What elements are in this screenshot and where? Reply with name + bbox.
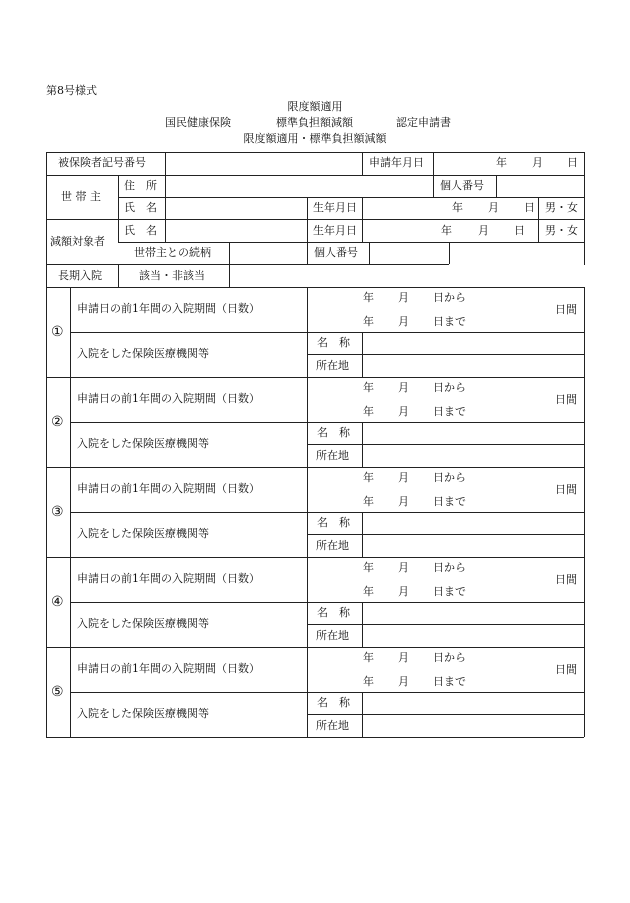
institution-label: 入院をした保険医療機関等 [77, 437, 209, 450]
target-name-label: 氏 名 [124, 224, 157, 237]
to-year: 年 [363, 405, 374, 418]
block-number: ④ [51, 594, 64, 610]
from-year: 年 [363, 291, 374, 304]
long-term-label: 長期入院 [58, 269, 102, 282]
days-label: 日間 [555, 663, 577, 676]
block-number: ① [51, 324, 64, 340]
days-label: 日間 [555, 573, 577, 586]
institution-label: 入院をした保険医療機関等 [77, 707, 209, 720]
to-month: 月 [398, 495, 409, 508]
stay-period-label: 申請日の前1年間の入院期間（日数） [77, 392, 260, 405]
target-birth-label: 生年月日 [313, 224, 357, 237]
institution-location-label: 所在地 [316, 629, 349, 642]
title-line-1: 限度額適用 [287, 100, 343, 113]
block-number: ③ [51, 504, 64, 520]
to-day: 日まで [433, 495, 466, 508]
to-day: 日まで [433, 585, 466, 598]
from-month: 月 [398, 561, 409, 574]
target-personal-number-label: 個人番号 [314, 246, 358, 259]
to-month: 月 [398, 585, 409, 598]
to-year: 年 [363, 495, 374, 508]
title-line-2c: 認定申請書 [396, 116, 451, 129]
institution-location-label: 所在地 [316, 539, 349, 552]
title-line-2a: 国民健康保険 [165, 116, 231, 129]
reduction-target-label: 減額対象者 [50, 235, 105, 248]
institution-location-label: 所在地 [316, 719, 349, 732]
sex-options: 男・女 [545, 201, 578, 214]
birth-label: 生年月日 [313, 201, 357, 214]
from-month: 月 [398, 651, 409, 664]
institution-name-label: 名 称 [317, 696, 350, 709]
from-month: 月 [398, 291, 409, 304]
days-label: 日間 [555, 303, 577, 316]
institution-name-label: 名 称 [317, 336, 350, 349]
from-day: 日から [433, 381, 466, 394]
to-day: 日まで [433, 675, 466, 688]
from-day: 日から [433, 471, 466, 484]
institution-name-label: 名 称 [317, 516, 350, 529]
from-month: 月 [398, 381, 409, 394]
from-day: 日から [433, 291, 466, 304]
from-year: 年 [363, 561, 374, 574]
to-day: 日まで [433, 405, 466, 418]
applicable-options: 該当・非該当 [139, 269, 205, 282]
institution-label: 入院をした保険医療機関等 [77, 527, 209, 540]
days-label: 日間 [555, 483, 577, 496]
to-month: 月 [398, 315, 409, 328]
institution-label: 入院をした保険医療機関等 [77, 347, 209, 360]
from-day: 日から [433, 651, 466, 664]
from-year: 年 [363, 381, 374, 394]
household-head-label: 世 帯 主 [61, 190, 101, 203]
from-month: 月 [398, 471, 409, 484]
institution-name-label: 名 称 [317, 426, 350, 439]
title-line-3: 限度額適用・標準負担額減額 [243, 132, 387, 145]
stay-period-label: 申請日の前1年間の入院期間（日数） [77, 482, 260, 495]
to-year: 年 [363, 315, 374, 328]
stay-period-label: 申請日の前1年間の入院期間（日数） [77, 572, 260, 585]
from-day: 日から [433, 561, 466, 574]
institution-name-label: 名 称 [317, 606, 350, 619]
form-number: 第8号様式 [46, 84, 97, 97]
insured-symbol-label: 被保険者記号番号 [58, 156, 146, 169]
title-line-2b: 標準負担額減額 [276, 116, 353, 129]
block-number: ② [51, 414, 64, 430]
stay-period-label: 申請日の前1年間の入院期間（日数） [77, 662, 260, 675]
address-label: 住 所 [124, 179, 157, 192]
name-label: 氏 名 [124, 201, 157, 214]
relation-label: 世帯主との続柄 [134, 246, 211, 259]
block-number: ⑤ [51, 684, 64, 700]
personal-number-label: 個人番号 [440, 179, 484, 192]
to-year: 年 [363, 585, 374, 598]
from-year: 年 [363, 471, 374, 484]
application-date-label: 申請年月日 [369, 156, 424, 169]
to-month: 月 [398, 405, 409, 418]
to-year: 年 [363, 675, 374, 688]
target-sex-options: 男・女 [545, 224, 578, 237]
stay-period-label: 申請日の前1年間の入院期間（日数） [77, 302, 260, 315]
to-month: 月 [398, 675, 409, 688]
days-label: 日間 [555, 393, 577, 406]
institution-location-label: 所在地 [316, 449, 349, 462]
to-day: 日まで [433, 315, 466, 328]
institution-label: 入院をした保険医療機関等 [77, 617, 209, 630]
from-year: 年 [363, 651, 374, 664]
institution-location-label: 所在地 [316, 359, 349, 372]
